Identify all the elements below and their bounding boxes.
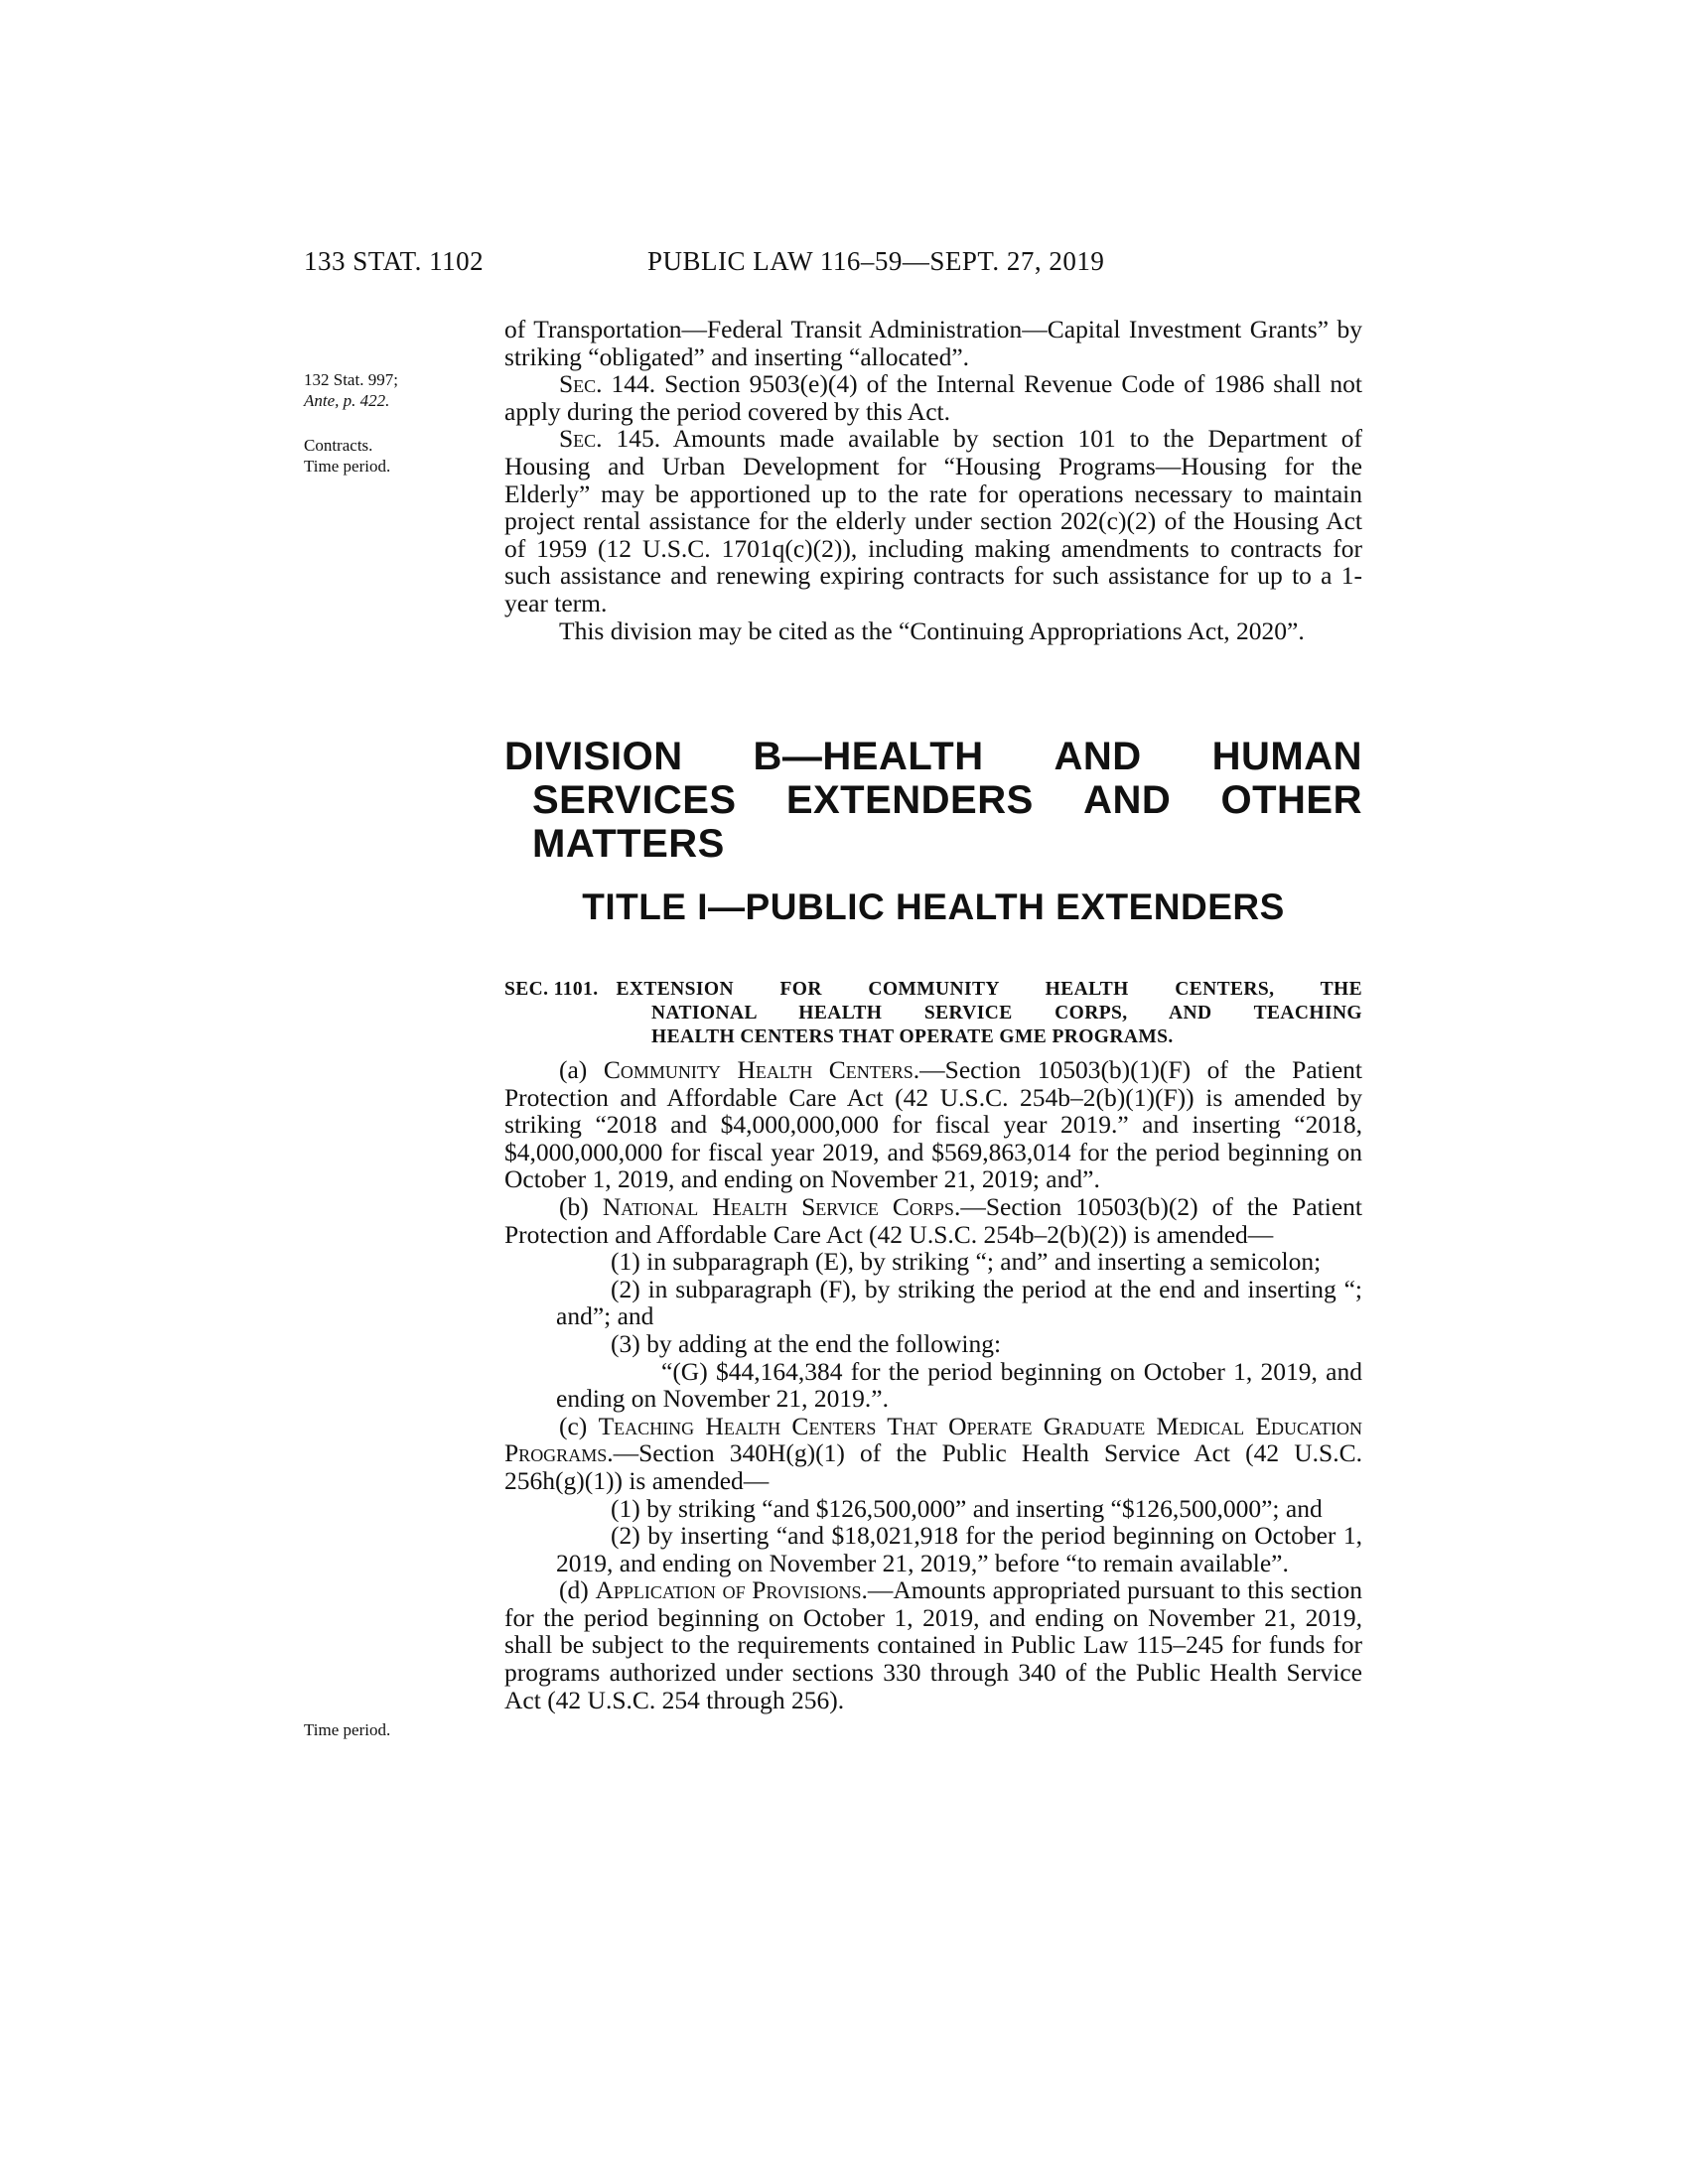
paragraph-b2: (2) in subparagraph (F), by striking the period at the end and inserting “; and”; and: [556, 1274, 1362, 1331]
margin-note-citation-line2: Ante, p. 422.: [304, 391, 390, 410]
subsection-a: [504, 1056, 1362, 1193]
subsection-heading: Teaching Health Centers That Operate Graduate Medical Education Programs: [504, 1411, 1362, 1468]
paragraph-b3: (3) by adding at the end the following:: [611, 1328, 1002, 1358]
subsection-d: [504, 1576, 1362, 1713]
subsection-label: (b): [559, 1191, 603, 1221]
paragraph-capital-investment: of Transportation—Federal Transit Administration—Capital Investment Grants” by striking “obligated” and inserting “allocated”.: [504, 315, 1362, 371]
division-word: AND: [1083, 778, 1172, 822]
subsection-text: .—Section 10503(b)(1)(F) of the Patient Protection and Affordable Care Act (42 U.S.C. 254b–2(b)(1)(F)) is amended by striking “2018 and $4,000,000,000 for fiscal year 2019.” and inserting “2018, $4,000,000,000 for fiscal year 2019, and $569,863,014 for the period beginning on October 1, 2019, and ending on November 21, 2019; and”.: [504, 1055, 1362, 1194]
division-word: EXTENDERS: [785, 778, 1034, 822]
paragraph-sec-144: [504, 370, 1362, 425]
division-word: SERVICES: [532, 778, 737, 822]
sec-145-text: 145. Amounts made available by section 101 to the Department of Housing and Urban Development for “Housing Programs—Housing for the Elderly” may be apportioned up to the rate for operations necessary to maintain project rental assistance for the elderly under section 202(c)(2) of the Housing Act of 1959 (12 U.S.C. 1701q(c)(2)), including making amendments to contracts for such assistance and renewing expiring contracts for such assistance for up to a 1-year term.: [504, 424, 1362, 617]
subsection-label: (a): [559, 1055, 604, 1084]
section-heading-line1: EXTENSION FOR COMMUNITY HEALTH CENTERS, THE: [616, 979, 1362, 1000]
paragraph-short-title: This division may be cited as the “Continuing Appropriations Act, 2020”.: [559, 615, 1305, 645]
margin-note-contracts-line2: Time period.: [304, 457, 391, 476]
margin-note-contracts: [304, 435, 428, 477]
division-word: DIVISION: [504, 735, 683, 778]
title-heading: TITLE I—PUBLIC HEALTH EXTENDERS: [582, 887, 1285, 927]
margin-note-citation-line1: 132 Stat. 997;: [304, 370, 398, 389]
section-heading-line3: HEALTH CENTERS THAT OPERATE GME PROGRAMS.: [651, 1026, 1174, 1047]
division-heading: [504, 735, 1362, 866]
margin-note-time-period-text: Time period.: [304, 1720, 391, 1739]
subsection-c: [504, 1413, 1362, 1495]
paragraph-c1: (1) by striking “and $126,500,000” and inserting “$126,500,000”; and: [611, 1493, 1323, 1523]
division-word: OTHER: [1220, 778, 1362, 822]
section-heading: [504, 978, 1362, 1049]
section-1101-body: [504, 1056, 1362, 1713]
section-number: SEC. 1101.: [504, 979, 599, 1000]
subsection-text: .—Section 10503(b)(2) of the Patient Protection and Affordable Care Act (42 U.S.C. 254b–2(b)(2)) is amended—: [504, 1191, 1363, 1249]
subsection-heading: Application of Provisions: [595, 1575, 862, 1605]
margin-note-citation: [304, 369, 428, 411]
division-word: HUMAN: [1211, 735, 1362, 778]
margin-note-contracts-line1: Contracts.: [304, 436, 373, 455]
top-text-block: [504, 316, 1362, 644]
subsection-b: [504, 1193, 1362, 1248]
page-stat-number: 133 STAT. 1102: [304, 246, 485, 276]
subsection-text: .—Section 340H(g)(1) of the Public Health Service Act (42 U.S.C. 256h(g)(1)) is amended—: [504, 1438, 1362, 1495]
sec-label: Sec.: [559, 369, 603, 399]
subsection-label: (d): [559, 1575, 596, 1605]
paragraph-bG: “(G) $44,164,384 for the period beginning on October 1, 2019, and ending on November 21, 2019.”.: [556, 1356, 1362, 1414]
sec-144-text: 144. Section 9503(e)(4) of the Internal Revenue Code of 1986 shall not apply during the period covered by this Act.: [504, 369, 1362, 426]
subsection-heading: Community Health Centers: [603, 1055, 914, 1084]
subsection-label: (c): [559, 1411, 599, 1440]
paragraph-c2: (2) by inserting “and $18,021,918 for the period beginning on October 1, 2019, and ending on November 21, 2019,” before “to remain available”.: [556, 1521, 1362, 1577]
margin-note-time-period: [304, 1719, 428, 1740]
division-word: B—HEALTH: [753, 735, 984, 778]
sec-label: Sec.: [559, 424, 603, 454]
subsection-text: .—Amounts appropriated pursuant to this section for the period beginning on October 1, 2019, and ending on November 21, 2019, shall be subject to the requirements contained in Public Law 115–245 for funds for programs authorized under sections 330 through 340 of the Public Health Service Act (42 U.S.C. 254 through 256).: [504, 1575, 1363, 1714]
division-word: AND: [1054, 735, 1142, 778]
page-law-title: PUBLIC LAW 116–59—SEPT. 27, 2019: [647, 246, 1105, 276]
section-heading-line2: NATIONAL HEALTH SERVICE CORPS, AND TEACHING: [651, 1003, 1362, 1024]
subsection-heading: National Health Service Corps: [602, 1191, 954, 1221]
paragraph-b1: (1) in subparagraph (E), by striking “; and” and inserting a semicolon;: [611, 1247, 1322, 1277]
paragraph-sec-145: [504, 425, 1362, 616]
division-word: MATTERS: [532, 822, 725, 866]
